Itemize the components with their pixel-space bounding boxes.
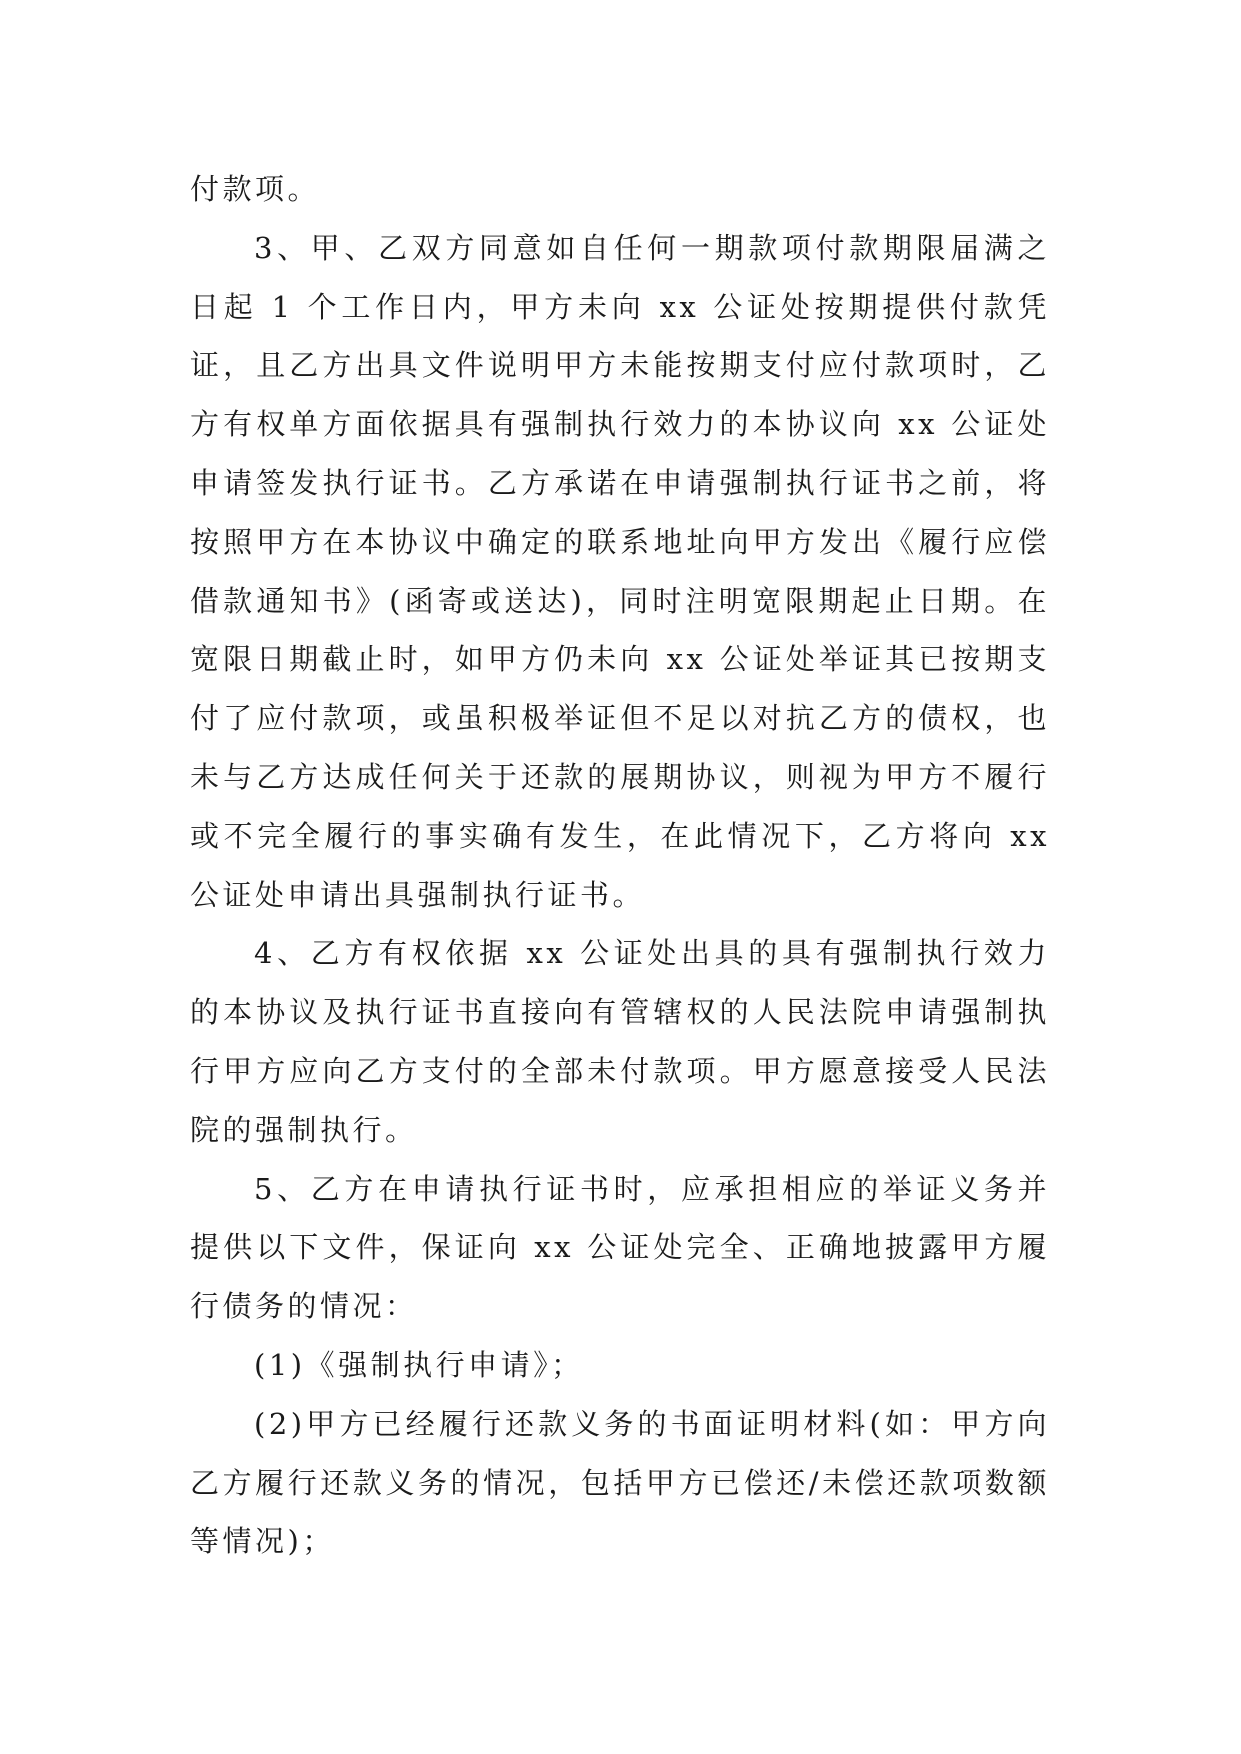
paragraph-clause-4: 4、乙方有权依据 xx 公证处出具的具有强制执行效力的本协议及执行证书直接向有管辖权的人民法院申请强制执行甲方应向乙方支付的全部未付款项。甲方愿意接受人民法院的强制执行。 [190, 936, 1050, 1147]
paragraph-continuation: 付款项。 [190, 172, 321, 206]
list-item-2: (2)甲方已经履行还款义务的书面证明材料(如：甲方向乙方履行还款义务的情况，包括甲方已偿还/未偿还款项数额等情况)； [190, 1406, 1050, 1559]
paragraph-clause-5: 5、乙方在申请执行证书时，应承担相应的举证义务并提供以下文件，保证向 xx 公证处完全、正确地披露甲方履行债务的情况： [190, 1171, 1050, 1324]
list-item-1: (1)《强制执行申请》； [254, 1347, 584, 1382]
paragraph-clause-3: 3、甲、乙双方同意如自任何一期款项付款期限届满之日起 1 个工作日内，甲方未向 xx 公证处按期提供付款凭证，且乙方出具文件说明甲方未能按期支付应付款项时，乙方有权单方面依据具有强制执行效力的本协议向 xx 公证处申请签发执行证书。乙方承诺在申请强制执行证书之前，将按照甲方在本协议中确定的联系地址向甲方发出《履行应偿借款通知书》(函寄或送达)，同时注明宽限期起止日期。在宽限日期截止时，如甲方仍未向 xx 公证处举证其已按期支付了应付款项，或虽积极举证但不足以对抗乙方的债权，也未与乙方达成任何关于还款的展期协议，则视为甲方不履行或不完全履行的事实确有发生，在此情况下，乙方将向 xx 公证处申请出具强制执行证书。 [190, 230, 1050, 912]
document-body [190, 160, 1050, 1571]
